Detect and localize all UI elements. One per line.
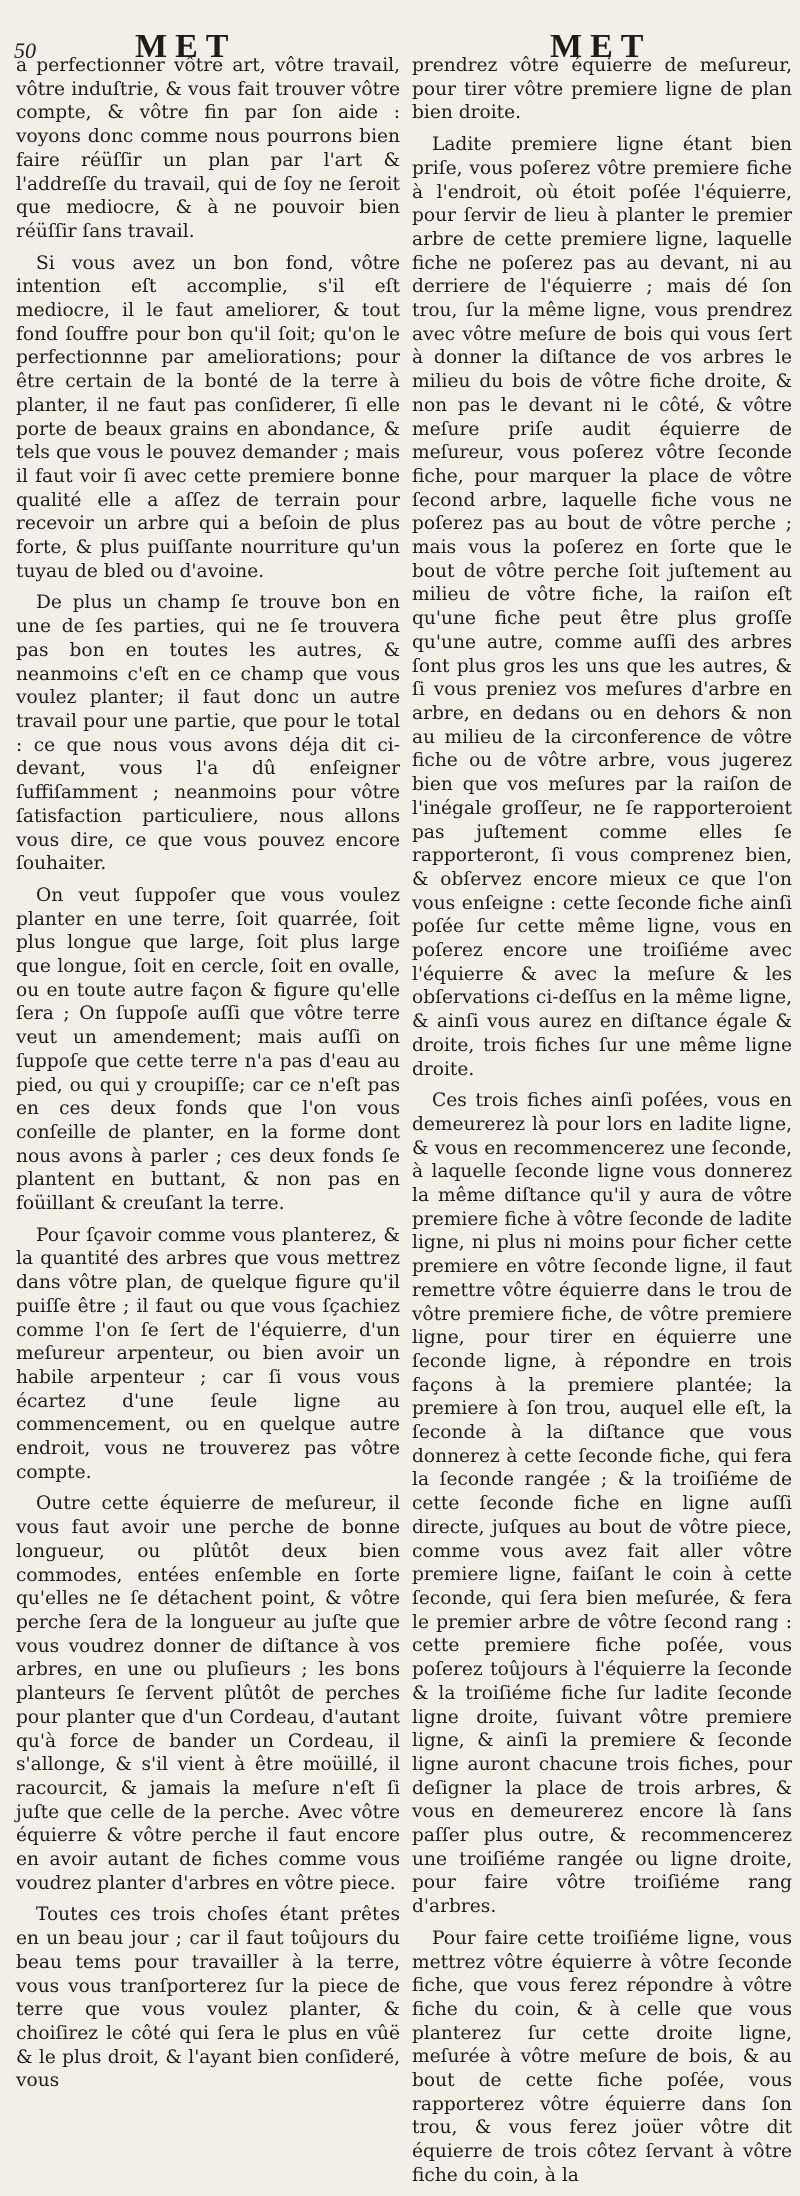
paragraph: Ladite premiere ligne étant bien priſe, vous poſerez vôtre premiere fiche à l'endroit, où étoit poſée l'équierre, pour ſervir de lieu à planter le premier arbre de cette premiere ligne, laquelle fiche ne poſerez pas au devant, ni au derriere de l'équierre ; mais dé ſon trou, ſur la même ligne, vous prendrez avec vôtre meſure de bois qui vous ſert à donner la diſtance de vos arbres le milieu du bois de vôtre fiche droite, & non pas le devant ni le côté, & vôtre meſure priſe audit équierre de meſureur, vous poſerez vôtre ſeconde fiche, pour marquer la place de vôtre ſecond arbre, laquelle fiche vous ne poſerez pas au bout de vôtre perche ; mais vous la poſerez en ſorte que le bout de vôtre perche ſoit juſtement au milieu de vôtre fiche, la raiſon eſt qu'une fiche peut être plus groſſe qu'une autre, comme auſſi des arbres ſont plus gros les uns que les autres, & ſi vous preniez vos meſures d'arbre en arbre, en dedans ou en dehors & non au milieu de la circonference de vôtre fiche ou de vôtre arbre, vous jugerez bien que vos meſures par la raiſon de l'inégale groſſeur, ne ſe rapporteroient pas juſtement comme elles ſe rapporteront, ſi vous comprenez bien, & obſervez encore mieux ce que l'on vous enſeigne : cette ſeconde fiche ainſi poſée ſur cette même ligne, vous en poſerez encore une troiſiéme avec l'équierre & avec la meſure & les obſervations ci-deſſus en la même ligne, & ainſi vous aurez en diſtance égale & droite, trois fiches ſur une même ligne droite.: [412, 134, 792, 1080]
page-number: 50: [14, 38, 36, 63]
paragraph: a perfectionner vôtre art, vôtre travail, vôtre induſtrie, & vous fait trouver vôtre compte, & vôtre fin par ſon aide : voyons donc comme nous pourrons bien faire réüſſir un plan par l'art & l'addreſſe du travail, qui de ſoy ne ſeroit que mediocre, & à ne pouvoir bien réüſſir ſans travail.: [16, 55, 400, 242]
paragraph: Ces trois fiches ainſi poſées, vous en demeurerez là pour lors en ladite ligne, & vous en recommencerez une ſeconde, à laquelle ſeconde ligne vous donnerez la même diſtance qu'il y aura de vôtre premiere fiche à vôtre ſeconde de ladite ligne, ni plus ni moins pour ficher cette premiere en vôtre ſeconde ligne, il faut remettre vôtre équierre dans le trou de vôtre premiere fiche, de vôtre premiere ligne, pour tirer en équierre une ſeconde ligne, à répondre en trois façons à la premiere plantée; la premiere à ſon trou, auquel elle eſt, la ſeconde à la diſtance que vous donnerez à cette ſeconde fiche, qui fera la ſeconde rangée ; & la troiſiéme de cette ſeconde fiche en ligne auſſi directe, juſques au bout de vôtre piece, comme vous avez fait aller vôtre premiere ligne, faiſant le coin à cette ſeconde, qui ſera bien meſurée, & fera le premier arbre de vôtre ſecond rang : cette premiere fiche poſée, vous poſerez toûjours à l'équierre la ſeconde & la troiſiéme fiche ſur ladite ſeconde ligne droite, ſuivant vôtre premiere ligne, & ainſi la premiere & ſeconde ligne auront chacune trois fiches, pour deſigner la place de trois arbres, & vous en demeurerez encore là ſans paſſer plus outre, & recommencerez une troiſiéme rangée ou ligne droite, pour faire vôtre troiſiéme rang d'arbres.: [412, 1090, 792, 1918]
right-column: [412, 54, 792, 2196]
paragraph: Outre cette équierre de meſureur, il vous faut avoir une perche de bonne longueur, ou plûtôt deux bien commodes, entées enſemble en ſorte qu'elles ne ſe détachent point, & vôtre perche ſera de la longueur au juſte que vous voudrez donner de diſtance à vos arbres, en une ou pluſieurs ; les bons planteurs ſe ſervent plûtôt de perches pour planter que d'un Cordeau, d'autant qu'à force de bander un Cordeau, il s'allonge, & s'il vient à être moüillé, il racourcit, & jamais la meſure n'eſt ſi juſte que celle de la perche. Avec vôtre équierre & vôtre perche il faut encore en avoir autant de fiches comme vous voudrez planter d'arbres en vôtre piece.: [16, 1493, 400, 1894]
paragraph: Si vous avez un bon fond, vôtre intention eſt accomplie, s'il eſt mediocre, il le faut ameliorer, & tout fond ſouffre pour bon qu'il ſoit; qu'on le perfectionnne par ameliorations; pour être certain de la bonté de la terre à planter, il ne faut pas conſiderer, ſi elle porte de beaux grains en abondance, & tels que vous le pouvez demander ; mais il faut voir ſi avec cette premiere bonne qualité elle a aſſez de terrain pour recevoir un arbre qui a beſoin de plus forte, & plus puiſſante nourriture qu'un tuyau de bled ou d'avoine.: [16, 252, 400, 582]
running-title-right: MET: [550, 28, 652, 65]
paragraph: Pour ſçavoir comme vous planterez, & la quantité des arbres que vous mettrez dans vôtre plan, de quelque figure qu'il puiſſe être ; il faut ou que vous ſçachiez comme l'on ſe ſert de l'équierre, d'un meſureur arpenteur, ou bien avoir un habile arpenteur ; car ſi vous vous écartez d'une ſeule ligne au commencement, ou en quelque autre endroit, vous ne trouverez pas vôtre compte.: [16, 1224, 400, 1483]
paragraph: Pour faire cette troiſiéme ligne, vous mettrez vôtre équierre à vôtre ſeconde fiche, que vous ferez répondre à vôtre fiche du coin, & à celle que vous planterez ſur cette droite ligne, meſurée à vôtre meſure de bois, & au bout de cette fiche poſée, vous rapporterez vôtre équierre dans ſon trou, & vous ferez joüer vôtre dit équierre de trois côtez ſervant à vôtre fiche du coin, à la: [412, 1927, 792, 2186]
paragraph: Toutes ces trois choſes étant prêtes en un beau jour ; car il faut toûjours du beau tems pour travailler à la terre, vous vous tranſporterez ſur la piece de terre que vous voulez planter, & choiſirez le côté qui ſera le plus en vûë & le plus droit, & l'ayant bien conſideré, vous: [16, 1904, 400, 2092]
paragraph: On veut ſuppoſer que vous voulez planter en une terre, ſoit quarrée, ſoit plus longue que large, ſoit plus large que longue, ſoit en cercle, ſoit en ovalle, ou en toute autre façon & figure qu'elle ſera ; On ſuppoſe auſſi que vôtre terre veut un amendement; mais auſſi on ſuppoſe que cette terre n'a pas d'eau au pied, ou qui y croupiſſe; car ce n'eſt pas en ces deux fonds que l'on vous conſeille de planter, en la forme dont nous avons à parler ; ces deux fonds ſe plantent en buttant, & non pas en foüillant & creuſant la terre.: [16, 884, 400, 1215]
running-title-left: MET: [135, 28, 237, 65]
paragraph: De plus un champ ſe trouve bon en une de ſes parties, qui ne ſe trouvera pas bon en toutes les autres, & neanmoins c'eſt en ce champ que vous voulez planter; il faut donc un autre travail pour une partie, que pour le total : ce que nous vous avons déja dit ci-devant, vous l'a dû enſeigner ſuffiſamment ; neanmoins pour vôtre ſatisfaction particuliere, nous allons vous dire, ce que vous pouvez encore ſouhaiter.: [16, 592, 400, 875]
paragraph: prendrez vôtre équierre de meſureur, pour tirer vôtre premiere ligne de plan bien droite.: [412, 55, 792, 124]
page-header: [0, 8, 800, 65]
left-column: [16, 54, 400, 2101]
